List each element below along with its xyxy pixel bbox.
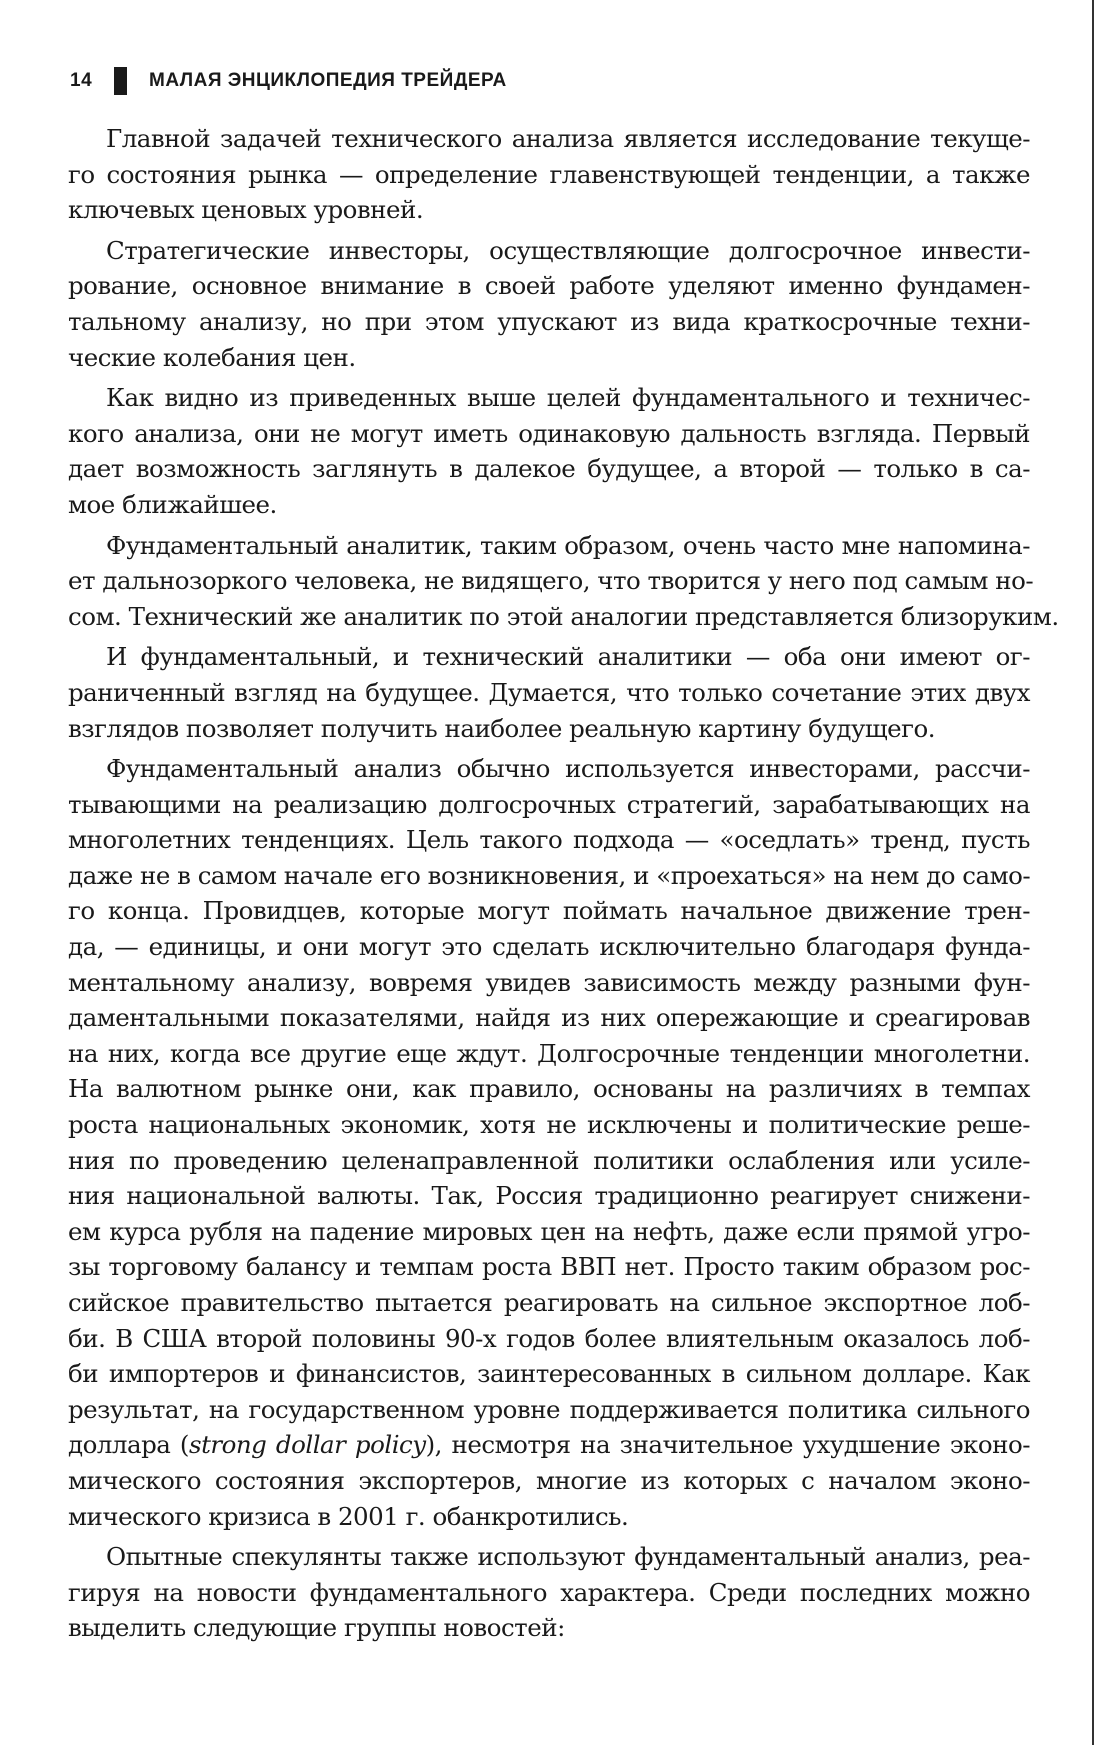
text-line: Стратегические инвесторы, осуществляющие долгосрочное инвести- xyxy=(106,235,1030,265)
page-edge-line xyxy=(1092,0,1094,1745)
text-line: тывающими на реализацию долгосрочных стратегий, зарабатывающих на xyxy=(68,789,1030,819)
text-line: ния по проведению целенаправленной политики ослабления или усиле- xyxy=(68,1145,1030,1175)
paragraph xyxy=(68,121,1030,228)
text-line: выделить следующие группы новостей: xyxy=(68,1613,565,1643)
paragraph xyxy=(68,528,1059,635)
text-line: го конца. Провидцев, которые могут поймать начальное движение трен- xyxy=(68,896,1030,926)
text-line: доллара (strong dollar policy), несмотря на значительное ухудшение эконо- xyxy=(68,1430,1030,1460)
text-line: ментальному анализу, вовремя увидев зависимость между разными фун- xyxy=(68,967,1030,997)
text-line: Опытные спекулянты также используют фундаментальный анализ, реа- xyxy=(106,1542,1030,1572)
text-line: Как видно из приведенных выше целей фундаментального и техничес- xyxy=(106,383,1030,413)
paragraph xyxy=(68,751,1030,1534)
body-text xyxy=(68,121,1059,1651)
text-line: Фундаментальный анализ обычно используется инвесторами, рассчи- xyxy=(106,754,1030,784)
text-line: сом. Технический же аналитик по этой аналогии представляется близоруким. xyxy=(68,601,1059,631)
text-line: би импортеров и финансистов, заинтересованных в сильном долларе. Как xyxy=(68,1359,1030,1389)
text-line: мое ближайшее. xyxy=(68,489,277,519)
text-line: роста национальных экономик, хотя не исключены и политические реше- xyxy=(68,1110,1030,1140)
paragraph xyxy=(68,1539,1030,1646)
text-line: мического состояния экспортеров, многие из которых с началом эконо- xyxy=(68,1465,1030,1495)
text-line: го состояния рынка — определение главенствующей тенденции, а также xyxy=(68,159,1030,189)
text-line: дает возможность заглянуть в далекое будущее, а второй — только в са- xyxy=(68,454,1030,484)
text-line: даже не в самом начале его возникновения, и «проехаться» на нем до само- xyxy=(68,860,1031,890)
text-line: мического кризиса в 2001 г. обанкротились. xyxy=(68,1501,629,1531)
text-line: раниченный взгляд на будущее. Думается, что только сочетание этих двух xyxy=(68,677,1030,707)
text-line: гируя на новости фундаментального характера. Среди последних можно xyxy=(68,1577,1030,1607)
running-title: МАЛАЯ ЭНЦИКЛОПЕДИЯ ТРЕЙДЕРА xyxy=(149,70,507,91)
text-line: На валютном рынке они, как правило, основаны на различиях в темпах xyxy=(68,1074,1030,1104)
text-line: зы торговому балансу и темпам роста ВВП нет. Просто таким образом рос- xyxy=(68,1252,1030,1282)
text-line: сийское правительство пытается реагировать на сильное экспортное лоб- xyxy=(68,1288,1030,1317)
text-line: ключевых ценовых уровней. xyxy=(68,195,424,225)
text-line: ет дальнозоркого человека, не видящего, что творится у него под самым но- xyxy=(68,566,1034,596)
header-bar-ornament xyxy=(114,67,127,95)
running-head xyxy=(70,66,507,96)
paragraph xyxy=(68,639,1030,746)
text-line: да, — единицы, и они могут это сделать исключительно благодаря фунда- xyxy=(68,932,1030,962)
italic-term: strong dollar policy xyxy=(189,1430,426,1460)
text-line: ческие колебания цен. xyxy=(68,342,356,372)
text-line: на них, когда все другие еще ждут. Долгосрочные тенденции многолетни. xyxy=(68,1038,1030,1068)
paragraph xyxy=(68,380,1030,522)
text-line: И фундаментальный, и технический аналитики — оба они имеют ог- xyxy=(106,642,1030,672)
text-line: би. В США второй половины 90-х годов более влиятельным оказалось лоб- xyxy=(68,1323,1030,1353)
text-line: многолетних тенденциях. Цель такого подхода — «оседлать» тренд, пусть xyxy=(68,825,1030,855)
text-line: даментальными показателями, найдя из них опережающие и среагировав xyxy=(68,1003,1030,1033)
text-line: результат, на государственном уровне поддерживается политика сильного xyxy=(68,1394,1030,1424)
text-line: Фундаментальный аналитик, таким образом, очень часто мне напомина- xyxy=(106,530,1030,560)
page-number: 14 xyxy=(70,70,93,91)
text-line: тальному анализу, но при этом упускают из вида краткосрочные техни- xyxy=(68,306,1030,336)
text-line: рование, основное внимание в своей работе уделяют именно фундамен- xyxy=(68,271,1030,301)
paragraph xyxy=(68,233,1030,375)
text-line: ем курса рубля на падение мировых цен на нефть, даже если прямой угро- xyxy=(68,1216,1030,1246)
text-line: кого анализа, они не могут иметь одинаковую дальность взгляда. Первый xyxy=(68,418,1030,448)
text-line: Главной задачей технического анализа является исследование текуще- xyxy=(106,124,1030,153)
text-line: ния национальной валюты. Так, Россия традиционно реагирует снижени- xyxy=(68,1181,1030,1211)
text-line: взглядов позволяет получить наиболее реальную картину будущего. xyxy=(68,713,936,743)
